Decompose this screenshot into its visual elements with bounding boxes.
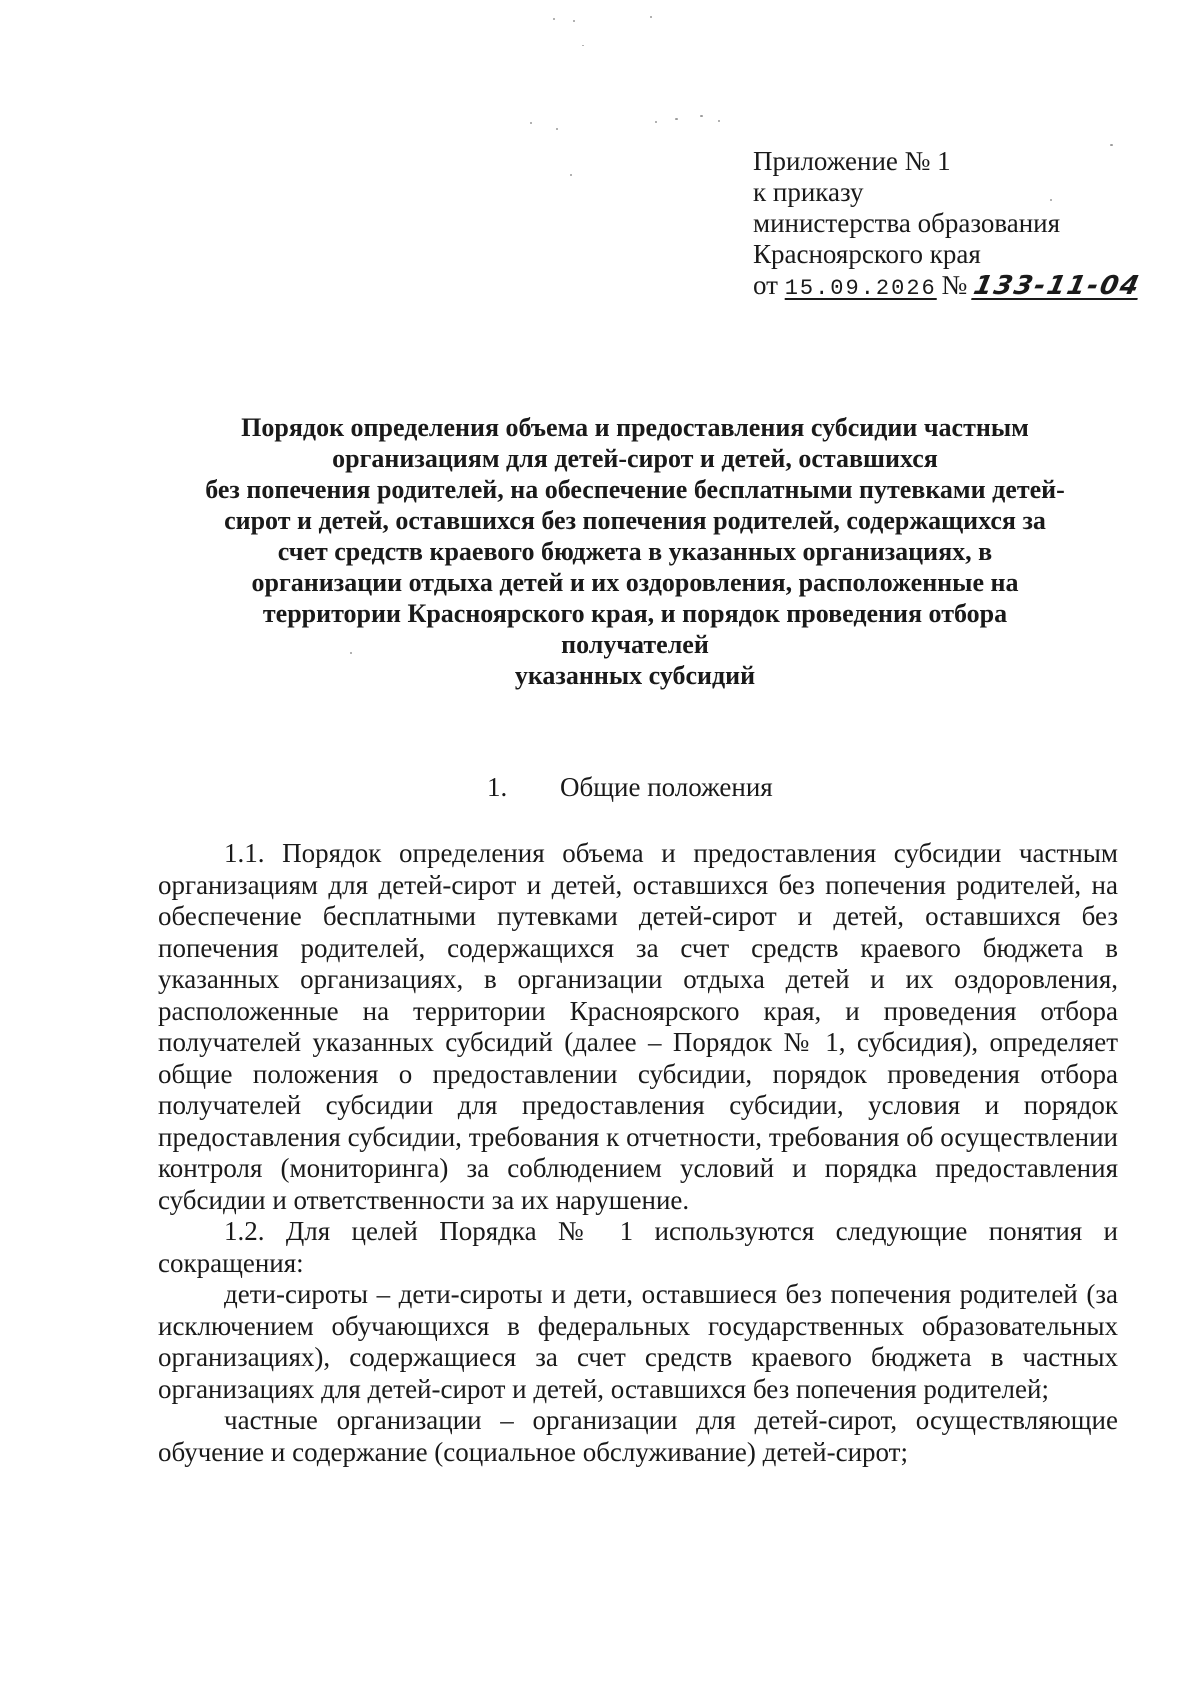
- title-line: указанных субсидий: [514, 661, 756, 690]
- appendix-line: Красноярского края: [753, 239, 981, 269]
- scan-speck: [582, 45, 584, 46]
- title-line: получателей: [561, 630, 709, 659]
- from-label: от: [753, 270, 778, 300]
- definition-orphans: дети-сироты – дети-сироты и дети, оставшиеся без попечения родителей (за исключением обучающихся в федеральных государственных образовательных организациях), содержащиеся за счет средств краевого бюджета в частных организациях для детей-сирот и детей, оставшихся без попечения родителей;: [158, 1279, 1118, 1404]
- paragraph-1-2: 1.2. Для целей Порядка № 1 используются следующие понятия и сокращения:: [158, 1216, 1118, 1278]
- document-body: [158, 838, 1118, 1468]
- title-line: территории Красноярского края, и порядок проведения отбора: [262, 599, 1008, 628]
- title-line: организациям для детей-сирот и детей, оставшихся: [332, 444, 938, 473]
- paragraph-1-1: 1.1. Порядок определения объема и предоставления субсидии частным организациям для детей-сирот и детей, оставшихся без попечения родителей, на обеспечение бесплатными путевками детей-сирот и детей, оставшихся без попечения родителей, содержащихся за счет средств краевого бюджета в указанных организациях, в организации отдыха детей и их оздоровления, расположенные на территории Красноярского края, и проведения отбора получателей указанных субсидий (далее – Порядок № 1, субсидия), определяет общие положения о предоставлении субсидии, порядок проведения отбора получателей субсидии для предоставления субсидии, условия и порядок предоставления субсидии, требования к отчетности, требования об осуществлении контроля (мониторинга) за соблюдением условий и порядка предоставления субсидии и ответственности за их нарушение.: [158, 838, 1118, 1215]
- appendix-header: [753, 146, 1173, 304]
- section-number: 1.: [487, 772, 508, 802]
- title-line: организации отдыха детей и их оздоровления, расположенные на: [251, 568, 1019, 597]
- title-line: сирот и детей, оставшихся без попечения родителей, содержащихся за: [224, 506, 1046, 535]
- scan-speck: [718, 120, 720, 122]
- appendix-line: министерства образования: [753, 208, 1061, 238]
- scan-speck: [675, 118, 678, 120]
- appendix-line: Приложение № 1: [753, 146, 951, 176]
- order-date: 15.09.2026: [784, 276, 937, 301]
- order-number: 133-11-04: [970, 271, 1144, 301]
- order-date-line: [753, 270, 1173, 304]
- section-title: Общие положения: [560, 772, 773, 802]
- scan-speck: [573, 20, 575, 22]
- scan-speck: [553, 18, 555, 20]
- definition-private-organizations: частные организации – организации для детей-сирот, осуществляющие обучение и содержание (социальное обслуживание) детей-сирот;: [158, 1405, 1118, 1467]
- appendix-line: к приказу: [753, 177, 864, 207]
- scan-speck: [556, 128, 558, 130]
- title-line: без попечения родителей, на обеспечение бесплатными путевками детей-: [205, 475, 1065, 504]
- title-line: Порядок определения объема и предоставления субсидии частным: [241, 413, 1029, 442]
- title-line: счет средств краевого бюджета в указанных организациях, в: [277, 537, 993, 566]
- scan-speck: [530, 122, 532, 124]
- document-title: [150, 412, 1120, 691]
- scan-speck: [700, 115, 703, 117]
- number-label: №: [941, 270, 968, 300]
- scan-speck: [650, 16, 652, 18]
- scan-speck: [570, 174, 572, 176]
- scan-speck: [655, 121, 657, 123]
